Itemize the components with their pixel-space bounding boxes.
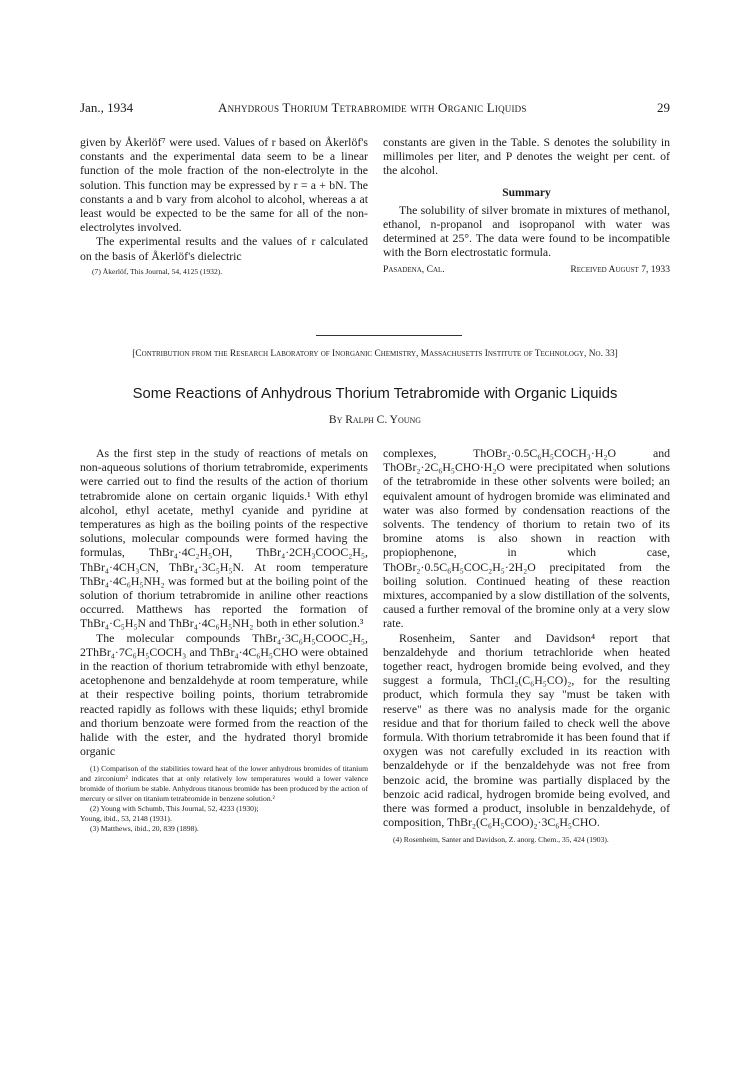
right-column xyxy=(383,446,670,845)
paragraph: The molecular compounds ThBr₄·3C₆H₅COOC₂H₅, 2ThBr₄·7C₆H₅COCH₃ and ThBr₄·4C₆H₅CHO were obtained in the reaction of thorium tetrabromide with ethyl benzoate, acetophenone and benzaldehyde at room temperature, while at their respective boiling points, thorium tetrabromide reacted rapidly as follows with these liquids; ethyl bromide and thorium benzoate were formed from the reaction of the halide with the ester, and the hydrated thoryl bromide organic xyxy=(80,630,368,759)
footnotes xyxy=(80,764,368,834)
summary-text: The solubility of silver bromate in mixtures of methanol, ethanol, n-propanol and isopropanol with water was determined at 25°. The data were found to be incompatible with the Born electrostatic formula. xyxy=(383,202,670,260)
paragraph: complexes, ThOBr₂·0.5C₆H₅COCH₃·H₂O and ThOBr₂·2C₆H₅CHO·H₂O were precipitated when solutions of the tetrabromide in these other solvents were boiled; an equivalent amount of hydrogen bromide was eliminated and water was also formed by condensation reactions of the solvents. The tendency of thorium to retain two of its bromine atoms is also shown in reaction with propiophenone, in which case, ThOBr₂·0.5C₆H₅COC₂H₅·2H₂O precipitated from the boiling solution. Continued heating of these reaction mixtures, accompanied by a slow distillation of the solvents, caused a further removal of the bromine only at a very slow rate. xyxy=(383,446,670,631)
summary-heading: Summary xyxy=(502,186,551,199)
paragraph: The experimental results and the values of r calculated on the basis of Åkerlöf's dielectric xyxy=(80,234,368,263)
footnote-7: (7) Åkerlöf, This Journal, 54, 4125 (1932). xyxy=(92,266,223,276)
paragraph: given by Åkerlöf⁷ were used. Values of r based on Åkerlöf's constants and the experimental data seem to be a linear function of the mole fraction of the non-electrolyte in the solution. This function may be expressed by r = a + bN. The constants a and b vary from alcohol to alcohol, whereas a at least would be expected to be the same for all of the non-electrolytes involved. xyxy=(80,135,368,235)
article-title: Some Reactions of Anhydrous Thorium Tetrabromide with Organic Liquids xyxy=(132,386,618,402)
paragraph: constants are given in the Table. S denotes the solubility in millimoles per liter, and P denotes the weight per cent. of the alcohol. xyxy=(383,135,670,178)
paragraph: As the first step in the study of reactions of metals on non-aqueous solutions of thorium tetrabromide, experiments were carried out to find the results of the action of thorium tetrabromide alone on certain organic liquids.¹ With ethyl alcohol, ethyl acetate, methyl cyanide and pyridine at temperatures as high as the boiling points of the respective solutions, molecular compounds were formed having the formulas, ThBr₄·4C₂H₅OH, ThBr₄·2CH₃COOC₂H₅, ThBr₄·4CH₃CN, ThBr₄·3C₅H₅N. At room temperature ThBr₄·4C₆H₅NH₂ was formed but at the boiling point of the solution of thorium tetrabromide in aniline other reactions occurred. Matthews has reported the formation of ThBr₄·C₅H₅N and ThBr₄·4C₆H₅NH₂ both in ether solution.³ xyxy=(80,446,368,631)
signature-line xyxy=(383,263,670,277)
footnote-3: (3) Matthews, ibid., 20, 839 (1898). xyxy=(90,824,199,834)
byline: By Ralph C. Young xyxy=(328,414,422,426)
place: Pasadena, Cal. xyxy=(383,263,445,275)
top-left-column xyxy=(80,135,368,277)
page-number: 29 xyxy=(657,100,670,115)
received-date: Received August 7, 1933 xyxy=(570,263,670,275)
footnote-4: (4) Rosenheim, Santer and Davidson, Z. anorg. Chem., 35, 424 (1903). xyxy=(393,835,609,845)
header-date: Jan., 1934 xyxy=(80,100,134,115)
left-column xyxy=(80,446,368,834)
paragraph: Rosenheim, Santer and Davidson⁴ report that benzaldehyde and thorium tetrachloride when heated together react, hydrogen bromide being evolved, and they suggest a formula, ThCl₂(C₆H₅CO)₂, for the resulting product, which formula they say "must be taken with reserve" as there was no analysis made for the organic residue and that for thorium failed to check well the above formula. With thorium tetrabromide it has been found that if oxygen was not carefully excluded in its reaction with benzaldehyde or if the benzaldehyde was not free from benzoic acid, the bromine was partially displaced by the benzoic acid radical, hydrogen bromide being evolved, and there was formed a product, insoluble in benzaldehyde, of composition, ThBr₂(C₆H₅COO)₂·3C₆H₅CHO. xyxy=(383,630,670,830)
contribution-note: [Contribution from the Research Laboratory of Inorganic Chemistry, Massachusetts Institute of Technology, No. 33] xyxy=(132,349,618,359)
footnotes xyxy=(383,835,670,845)
top-right-column xyxy=(383,135,670,277)
footnote-2: (2) Young with Schumb, This Journal, 52, 4233 (1930); xyxy=(90,804,259,814)
running-header xyxy=(80,100,670,116)
article-divider xyxy=(316,335,462,336)
footnote-1: (1) Comparison of the stabilities toward heat of the lower anhydrous bromides of titanium and zirconium² indicates that at only relatively low temperatures would a lower valence bromide of thorium be stable. Anhydrous titanous bromide has been produced by the action of mercury or silver on titanium tetrabromide in benzene solution.² xyxy=(80,764,368,804)
footnote-2-cont: Young, ibid., 53, 2148 (1931). xyxy=(80,814,172,824)
footnotes xyxy=(80,267,368,277)
header-title: Anhydrous Thorium Tetrabromide with Organic Liquids xyxy=(218,100,527,115)
